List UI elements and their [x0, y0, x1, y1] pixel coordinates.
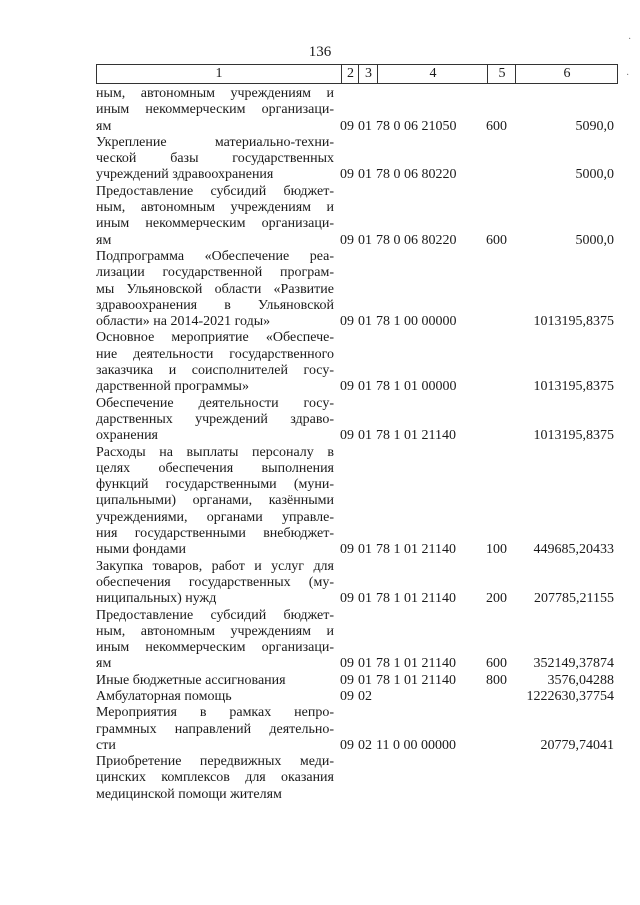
target-article-code: 78 1 01 21140 [376, 591, 456, 607]
row-name-line: ным, автономным учреждениям и [96, 200, 334, 216]
podrazdel-code: 01 [358, 428, 372, 444]
target-article-code: 78 0 06 80220 [376, 232, 457, 248]
row-name [96, 135, 334, 184]
target-article-code: 78 1 01 21140 [376, 542, 456, 558]
razdel-code: 09 [340, 542, 354, 558]
table-row [96, 396, 618, 445]
row-name-line: Расходы на выплаты персоналу в [96, 444, 334, 460]
row-amount: 207785,21155 [534, 591, 614, 607]
table-row [96, 330, 618, 395]
header-col-5: 5 [487, 65, 516, 83]
row-name-line: заказчика и соисполнителей госу- [96, 363, 334, 379]
row-name-line: учреждений здравоохранения [96, 167, 274, 183]
row-codes [340, 656, 516, 672]
row-codes [340, 314, 516, 330]
row-codes [340, 591, 516, 607]
row-name-line: Основное мероприятие «Обеспече- [96, 330, 334, 346]
row-name [96, 559, 334, 608]
row-name-line: Укрепление материально-техни- [96, 134, 334, 150]
podrazdel-code: 01 [358, 232, 372, 248]
row-name-line: лизации государственной програм- [96, 265, 334, 281]
row-name-line: цинских комплексов для оказания [96, 770, 334, 786]
row-name-line: ям [96, 232, 112, 248]
row-codes [340, 738, 516, 754]
table-row [96, 135, 618, 184]
row-name-line: Амбулаторная помощь [96, 688, 232, 704]
scan-mark: · [626, 70, 630, 81]
razdel-code: 09 [340, 737, 354, 753]
expense-type-code: 800 [486, 672, 507, 688]
row-name-line: ния государственными внебюджет- [96, 526, 334, 542]
row-codes [340, 167, 516, 183]
row-codes [340, 119, 516, 135]
row-name [96, 184, 334, 249]
razdel-code: 09 [340, 314, 354, 330]
row-name [96, 86, 334, 135]
podrazdel-code: 01 [358, 542, 372, 558]
table-row [96, 673, 618, 689]
row-name-line: целях обеспечения выполнения [96, 460, 334, 476]
row-amount: 352149,37874 [533, 656, 614, 672]
row-name-line: ципальными) органами, казёнными [96, 493, 334, 509]
row-name-line: функций государственными (муни- [96, 477, 334, 493]
header-col-6: 6 [515, 65, 618, 83]
row-name-line: медицинской помощи жителям [96, 786, 282, 802]
row-name-line: иным некоммерческим организаци- [96, 102, 334, 118]
podrazdel-code: 02 [358, 688, 372, 704]
row-name-line: ными фондами [96, 542, 187, 558]
podrazdel-code: 01 [358, 379, 372, 395]
row-codes [340, 673, 516, 689]
page-number: 136 [308, 44, 332, 60]
row-amount: 1013195,8375 [533, 314, 614, 330]
row-name-line: дарственных учреждений здраво- [96, 411, 334, 427]
row-codes [340, 233, 516, 249]
podrazdel-code: 01 [358, 118, 372, 134]
row-name-line: Подпрограмма «Обеспечение реа- [96, 248, 334, 264]
row-name-line: Закупка товаров, работ и услуг для [96, 558, 334, 574]
expense-type-code: 600 [486, 232, 507, 248]
row-amount: 449685,20433 [533, 542, 614, 558]
table-row [96, 445, 618, 559]
podrazdel-code: 01 [358, 591, 372, 607]
row-amount: 1013195,8375 [533, 379, 614, 395]
row-name-line: дарственной программы» [96, 379, 249, 395]
row-name-line: иным некоммерческим организаци- [96, 640, 334, 656]
razdel-code: 09 [340, 428, 354, 444]
row-name-line: ным, автономным учреждениям и [96, 623, 334, 639]
row-name-line: обеспечения государственных (му- [96, 574, 334, 590]
row-name-line: мы Ульяновской области «Развитие [96, 281, 334, 297]
table-row [96, 249, 618, 330]
row-name-line: здравоохранения в Ульяновской [96, 297, 334, 313]
razdel-code: 09 [340, 672, 354, 688]
target-article-code: 11 0 00 00000 [376, 737, 456, 753]
row-name [96, 705, 334, 754]
razdel-code: 09 [340, 591, 354, 607]
header-col-3: 3 [358, 65, 378, 83]
expense-type-code: 100 [486, 542, 507, 558]
row-name-line: Предоставление субсидий бюджет- [96, 607, 334, 623]
row-amount: 20779,74041 [540, 737, 614, 753]
podrazdel-code: 01 [358, 314, 372, 330]
row-name-line: ниципальных) нужд [96, 591, 217, 607]
row-name-line: области» на 2014-2021 годы» [96, 314, 271, 330]
row-name-line: иным некоммерческим организаци- [96, 216, 334, 232]
razdel-code: 09 [340, 656, 354, 672]
row-name-line: ям [96, 118, 112, 134]
table-row [96, 754, 618, 803]
target-article-code: 78 1 01 21140 [376, 656, 456, 672]
row-codes [340, 787, 516, 803]
row-name [96, 249, 334, 330]
row-name-line: Мероприятия в рамках непро- [96, 705, 334, 721]
row-name-line: Приобретение передвижных меди- [96, 754, 334, 770]
expense-type-code: 600 [486, 656, 507, 672]
expense-type-code: 200 [486, 591, 507, 607]
row-name-line: ям [96, 656, 112, 672]
row-name [96, 689, 334, 705]
table-row [96, 86, 618, 135]
row-amount: 3576,04288 [547, 672, 614, 688]
target-article-code: 78 0 06 21050 [376, 118, 457, 134]
razdel-code: 09 [340, 688, 354, 704]
expense-type-code: 600 [486, 118, 507, 134]
row-name-line: ние деятельности государственного [96, 346, 334, 362]
row-codes [340, 689, 516, 705]
table-body [96, 86, 618, 803]
row-name-line: Иные бюджетные ассигнования [96, 672, 286, 688]
podrazdel-code: 01 [358, 672, 372, 688]
podrazdel-code: 02 [358, 737, 372, 753]
scan-mark: · [628, 34, 632, 45]
row-amount: 5000,0 [575, 167, 614, 183]
razdel-code: 09 [340, 167, 354, 183]
row-name [96, 396, 334, 445]
row-name [96, 608, 334, 673]
table-row [96, 705, 618, 754]
razdel-code: 09 [340, 118, 354, 134]
razdel-code: 09 [340, 379, 354, 395]
row-name-line: граммных направлений деятельно- [96, 721, 334, 737]
row-amount: 1222630,37754 [526, 688, 614, 704]
row-name [96, 673, 334, 689]
target-article-code: 78 0 06 80220 [376, 167, 457, 183]
row-name-line: учреждениями, органами управле- [96, 509, 334, 525]
razdel-code: 09 [340, 232, 354, 248]
target-article-code: 78 1 00 00000 [376, 314, 457, 330]
row-name-line: сти [96, 737, 116, 753]
row-name [96, 445, 334, 559]
row-amount: 1013195,8375 [533, 428, 614, 444]
table-row [96, 689, 618, 705]
podrazdel-code: 01 [358, 167, 372, 183]
target-article-code: 78 1 01 21140 [376, 672, 456, 688]
header-col-2: 2 [341, 65, 359, 83]
table-row [96, 559, 618, 608]
row-amount: 5000,0 [575, 232, 614, 248]
row-amount: 5090,0 [575, 118, 614, 134]
row-name-line: ческой базы государственных [96, 151, 334, 167]
row-codes [340, 379, 516, 395]
row-name-line: Обеспечение деятельности госу- [96, 395, 334, 411]
table-header [96, 64, 618, 84]
podrazdel-code: 01 [358, 656, 372, 672]
row-name-line: Предоставление субсидий бюджет- [96, 183, 334, 199]
header-col-1: 1 [215, 66, 223, 81]
row-codes [340, 542, 516, 558]
header-col-4: 4 [377, 65, 488, 83]
row-codes [340, 428, 516, 444]
row-name [96, 754, 334, 803]
target-article-code: 78 1 01 00000 [376, 379, 457, 395]
row-name-line: ным, автономным учреждениям и [96, 86, 334, 101]
table-row [96, 608, 618, 673]
target-article-code: 78 1 01 21140 [376, 428, 456, 444]
table-row [96, 184, 618, 249]
row-name [96, 330, 334, 395]
row-name-line: охранения [96, 428, 158, 444]
